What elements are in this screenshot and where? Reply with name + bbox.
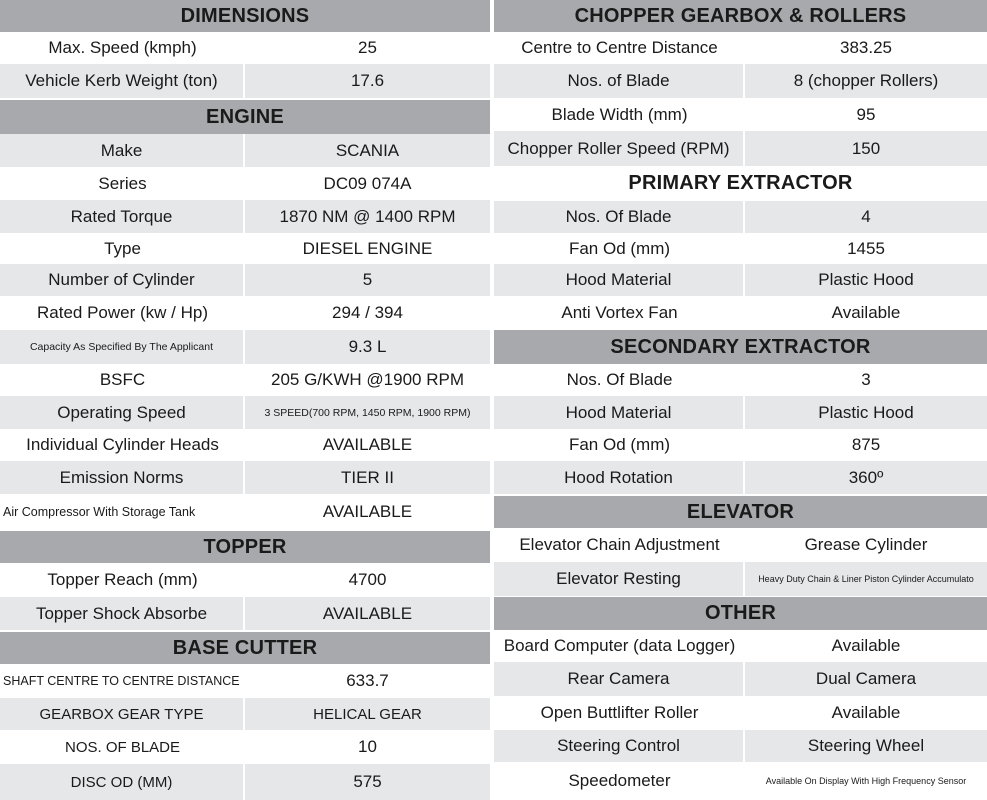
spec-value: 95 — [856, 104, 876, 124]
spec-label: Vehicle Kerb Weight (ton) — [0, 64, 245, 98]
spec-row — [0, 134, 490, 167]
spec-row — [494, 396, 987, 429]
spec-label: BSFC — [99, 370, 146, 389]
spec-row — [494, 201, 987, 233]
spec-row — [494, 461, 987, 494]
section-header-base-cutter: BASE CUTTER — [0, 632, 490, 664]
spec-value: 8 (chopper Rollers) — [793, 71, 939, 90]
section-header-primary-extractor: PRIMARY EXTRACTOR — [494, 166, 987, 201]
spec-row — [494, 64, 987, 98]
spec-row — [0, 364, 490, 396]
spec-value: 150 — [851, 138, 881, 158]
spec-row — [0, 494, 490, 529]
spec-value: Plastic Hood — [818, 402, 914, 422]
spec-value: 1455 — [847, 238, 885, 258]
section-header-topper: TOPPER — [0, 531, 490, 563]
spec-value: 360º — [848, 467, 884, 487]
spec-label: Air Compressor With Storage Tank — [3, 504, 196, 519]
spec-label: Number of Cylinder — [0, 264, 245, 296]
spec-row — [494, 696, 987, 730]
spec-label: Elevator Resting — [494, 562, 745, 596]
spec-value: HELICAL GEAR — [313, 705, 422, 723]
spec-label: Anti Vortex Fan — [561, 303, 678, 322]
spec-value: 633.7 — [346, 671, 389, 690]
spec-label: SHAFT CENTRE TO CENTRE DISTANCE — [3, 674, 240, 688]
spec-row — [0, 764, 490, 800]
spec-value: AVAILABLE — [322, 435, 413, 454]
section-header-elevator: ELEVATOR — [494, 496, 987, 528]
spec-label: Series — [98, 173, 147, 193]
spec-label: Topper Shock Absorbe — [0, 597, 245, 630]
spec-value: 383.25 — [840, 38, 892, 57]
spec-value: DC09 074A — [323, 173, 412, 193]
spec-row — [0, 597, 490, 630]
spec-label: Elevator Chain Adjustment — [519, 535, 720, 554]
spec-value: Available On Display With High Frequency Sensor — [765, 776, 967, 786]
spec-value: Available — [831, 303, 901, 322]
spec-row — [494, 98, 987, 131]
spec-value: Dual Camera — [815, 669, 917, 688]
spec-row — [494, 32, 987, 64]
spec-label: Nos. Of Blade — [494, 201, 745, 233]
spec-row — [0, 396, 490, 429]
spec-value: AVAILABLE — [322, 501, 413, 521]
spec-row — [0, 167, 490, 200]
spec-label: GEARBOX GEAR TYPE — [0, 698, 245, 730]
section-header-secondary-extractor: SECONDARY EXTRACTOR — [494, 330, 987, 364]
spec-label: NOS. OF BLADE — [64, 738, 181, 756]
spec-row — [0, 563, 490, 597]
spec-value: Available — [831, 703, 901, 722]
spec-label: Topper Reach (mm) — [47, 570, 198, 589]
spec-row — [494, 630, 987, 662]
spec-label: Open Buttlifter Roller — [540, 703, 699, 722]
spec-value: 10 — [358, 737, 377, 756]
spec-row — [0, 233, 490, 264]
spec-label: Type — [104, 238, 141, 258]
spec-label: Max. Speed (kmph) — [48, 38, 197, 57]
spec-row — [0, 264, 490, 296]
spec-label: Operating Speed — [0, 396, 245, 429]
spec-row — [0, 730, 490, 764]
spec-value: 875 — [851, 435, 881, 454]
spec-value: 1870 NM @ 1400 RPM — [279, 206, 456, 226]
spec-label: Chopper Roller Speed (RPM) — [494, 131, 745, 166]
spec-value: 575 — [353, 772, 382, 791]
spec-value: 3 SPEED(700 RPM, 1450 RPM, 1900 RPM) — [264, 406, 471, 419]
section-header-chopper: CHOPPER GEARBOX & ROLLERS — [494, 0, 987, 32]
spec-value: 25 — [358, 38, 377, 57]
spec-row — [494, 528, 987, 562]
spec-row — [494, 233, 987, 264]
spec-row — [0, 461, 490, 494]
spec-label: Hood Rotation — [494, 461, 745, 494]
spec-value: 17.6 — [350, 71, 385, 90]
spec-label: Rear Camera — [494, 662, 745, 696]
spec-value: Steering Wheel — [807, 736, 925, 755]
spec-row — [0, 664, 490, 698]
spec-label: Board Computer (data Logger) — [503, 636, 736, 655]
spec-row — [494, 762, 987, 800]
spec-label: Individual Cylinder Heads — [26, 435, 219, 454]
spec-value: DIESEL ENGINE — [302, 238, 433, 258]
spec-label: Rated Power (kw / Hp) — [37, 303, 208, 322]
spec-row — [0, 64, 490, 98]
spec-row — [494, 562, 987, 596]
spec-label: Hood Material — [494, 264, 745, 296]
spec-value: 4700 — [348, 570, 387, 589]
spec-value: 3 — [861, 370, 871, 389]
spec-value: Available — [831, 636, 901, 655]
spec-value: 205 G/KWH @1900 RPM — [271, 370, 464, 389]
spec-row — [494, 131, 987, 166]
spec-value: Grease Cylinder — [804, 535, 928, 554]
section-header-dimensions: DIMENSIONS — [0, 0, 490, 32]
spec-label: Rated Torque — [0, 200, 245, 233]
spec-label: Fan Od (mm) — [568, 435, 671, 454]
spec-label: Nos. of Blade — [494, 64, 745, 98]
spec-value: Plastic Hood — [818, 270, 914, 289]
spec-label: Centre to Centre Distance — [521, 38, 718, 57]
spec-label: Hood Material — [494, 396, 745, 429]
spec-row — [494, 730, 987, 762]
spec-row — [0, 296, 490, 330]
spec-row — [494, 264, 987, 296]
spec-label: Fan Od (mm) — [568, 238, 671, 258]
spec-value: TIER II — [341, 467, 394, 487]
spec-label: DISC OD (MM) — [0, 764, 245, 800]
spec-row — [0, 429, 490, 461]
section-header-engine: ENGINE — [0, 100, 490, 134]
spec-value: 5 — [362, 270, 373, 289]
spec-row — [0, 200, 490, 233]
spec-value: Heavy Duty Chain & Liner Piston Cylinder Accumulato — [758, 574, 974, 584]
spec-label: Capacity As Specified By The Applicant — [0, 330, 245, 364]
spec-label: Speedometer — [568, 771, 671, 790]
spec-row — [494, 429, 987, 461]
spec-value: 294 / 394 — [332, 303, 403, 322]
spec-row — [494, 296, 987, 330]
spec-row — [494, 364, 987, 396]
spec-value: SCANIA — [335, 140, 400, 160]
spec-label: Nos. Of Blade — [566, 370, 673, 389]
spec-label: Blade Width (mm) — [551, 104, 688, 124]
spec-value: 9.3 L — [348, 337, 387, 356]
spec-value: 4 — [861, 207, 871, 226]
spec-row — [494, 662, 987, 696]
spec-label: Make — [0, 134, 245, 167]
spec-label: Emission Norms — [0, 461, 245, 494]
spec-row — [0, 698, 490, 730]
spec-row — [0, 32, 490, 64]
spec-label: Steering Control — [494, 730, 745, 762]
spec-row — [0, 330, 490, 364]
section-header-other: OTHER — [494, 597, 987, 630]
spec-value: AVAILABLE — [322, 603, 413, 623]
